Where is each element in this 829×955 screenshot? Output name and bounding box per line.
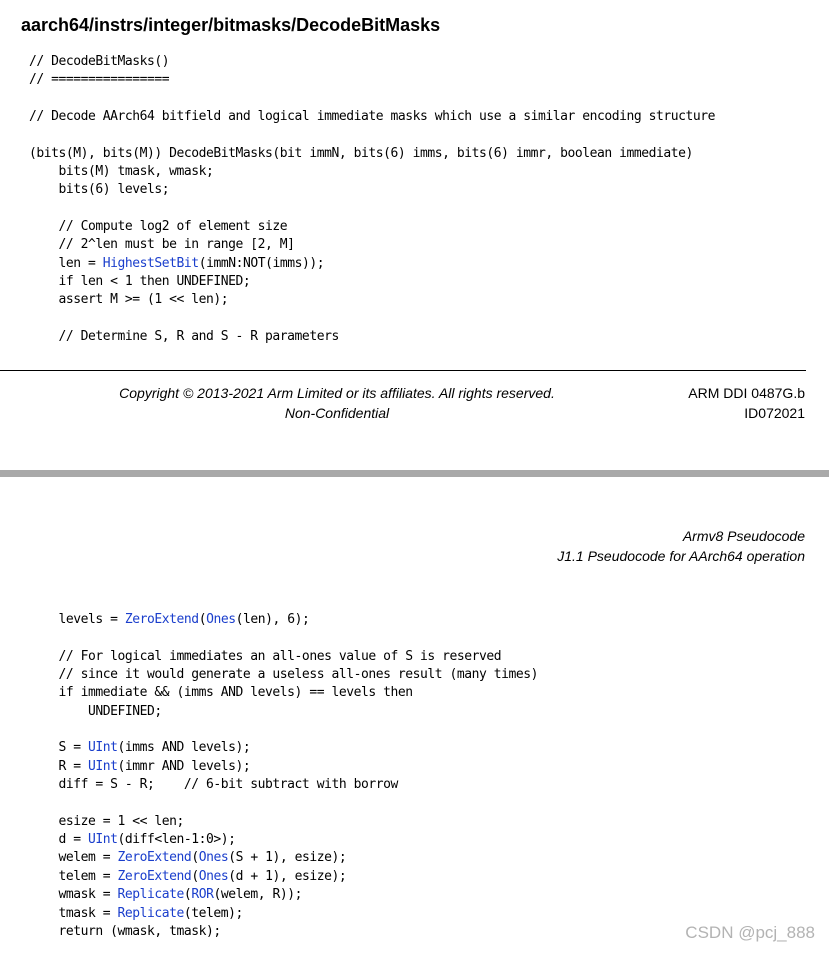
- footer-rule: [0, 370, 806, 371]
- code-text: // For logical immediates an all-ones value of S is reserved: [29, 648, 502, 664]
- code-text: return (wmask, tmask);: [29, 923, 221, 939]
- code-line: [29, 906, 243, 921]
- code-text: // 2^len must be in range [2, M]: [29, 237, 295, 253]
- code-text: tmask =: [29, 905, 118, 921]
- code-line: [29, 832, 236, 847]
- code-text: d =: [29, 832, 89, 848]
- code-line: [29, 274, 250, 289]
- function-link[interactable]: ZeroExtend: [124, 612, 199, 627]
- confidentiality-label: Non-Confidential: [284, 405, 390, 421]
- code-text: if immediate && (imms AND levels) == levels then: [29, 685, 413, 701]
- function-link[interactable]: UInt: [88, 832, 118, 848]
- code-text: if len < 1 then UNDEFINED;: [29, 274, 251, 290]
- code-line: [29, 612, 309, 627]
- function-link[interactable]: Replicate: [117, 905, 184, 921]
- running-header: [557, 526, 805, 566]
- code-text: (: [191, 850, 199, 866]
- doc-number: ARM DDI 0487G.b: [688, 385, 805, 401]
- code-block-top: [29, 53, 715, 347]
- function-link[interactable]: ZeroExtend: [117, 868, 192, 884]
- code-line: [29, 146, 693, 161]
- code-line: [29, 256, 324, 271]
- code-line: [29, 740, 250, 755]
- function-link[interactable]: UInt: [88, 740, 118, 756]
- code-text: (: [183, 887, 192, 903]
- code-text: // since it would generate a useless all-ones result (many times): [29, 667, 538, 683]
- code-text: (telem);: [183, 905, 243, 921]
- code-line: [29, 850, 346, 865]
- doc-issue-id: ID072021: [744, 405, 805, 421]
- code-text: R =: [29, 758, 89, 774]
- code-text: (bits(M), bits(M)) DecodeBitMasks(bit immN, bits(6) imms, bits(6) immr, boolean immediate): [29, 145, 693, 161]
- code-text: esize = 1 << len;: [29, 813, 184, 829]
- code-text: bits(6) levels;: [29, 182, 170, 198]
- code-text: (imms AND levels);: [117, 740, 251, 756]
- code-text: telem =: [29, 868, 118, 884]
- code-text: diff = S - R; // 6-bit subtract with borrow: [29, 777, 398, 793]
- code-text: (welem, R));: [213, 887, 302, 903]
- code-line: [29, 219, 287, 234]
- function-link[interactable]: ROR: [191, 887, 214, 903]
- code-text: (S + 1), esize);: [228, 850, 347, 866]
- code-line: [29, 869, 346, 884]
- function-link[interactable]: ZeroExtend: [117, 850, 192, 866]
- code-text: bits(M) tmask, wmask;: [29, 164, 214, 180]
- page-title: aarch64/instrs/integer/bitmasks/DecodeBitMasks: [21, 15, 441, 35]
- code-line: [29, 667, 538, 682]
- code-text: // Compute log2 of element size: [29, 219, 288, 235]
- copyright-text: Copyright © 2013-2021 Arm Limited or its affiliates. All rights reserved.: [119, 385, 555, 401]
- code-line: [29, 72, 169, 87]
- code-text: (immN:NOT(imms));: [198, 255, 325, 271]
- code-text: // Decode AArch64 bitfield and logical immediate masks which use a similar encoding structure: [29, 109, 716, 125]
- watermark: CSDN @pcj_888: [685, 923, 815, 942]
- function-link[interactable]: Ones: [206, 612, 236, 627]
- code-text: // DecodeBitMasks(): [29, 54, 170, 69]
- code-line: [29, 814, 184, 829]
- code-text: (d + 1), esize);: [228, 868, 347, 884]
- code-line: [29, 685, 413, 700]
- function-link[interactable]: UInt: [88, 758, 118, 774]
- code-line: [29, 54, 169, 69]
- function-link[interactable]: Ones: [198, 868, 229, 884]
- code-line: [29, 759, 250, 774]
- code-text: assert M >= (1 << len);: [29, 292, 229, 308]
- copyright-notice: [90, 383, 584, 423]
- code-line: [29, 924, 221, 939]
- code-text: levels =: [29, 612, 125, 627]
- code-text: (: [191, 868, 199, 884]
- code-line: [29, 649, 501, 664]
- header-section: J1.1 Pseudocode for AArch64 operation: [557, 548, 805, 564]
- header-chapter: Armv8 Pseudocode: [682, 528, 805, 544]
- code-text: (len), 6);: [235, 612, 310, 627]
- function-link[interactable]: Replicate: [117, 887, 184, 903]
- code-text: len =: [29, 255, 103, 271]
- code-line: [29, 887, 302, 902]
- code-line: [29, 292, 228, 307]
- document-id: [688, 383, 805, 423]
- code-line: [29, 164, 213, 179]
- code-text: (: [198, 612, 207, 627]
- code-text: (immr AND levels);: [117, 758, 251, 774]
- code-text: UNDEFINED;: [29, 703, 162, 719]
- code-text: // ================: [29, 72, 170, 88]
- code-line: [29, 182, 169, 197]
- page-separator: [0, 470, 829, 477]
- code-text: // Determine S, R and S - R parameters: [29, 329, 339, 345]
- code-line: [29, 109, 715, 124]
- code-text: welem =: [29, 850, 118, 866]
- code-text: (diff<len-1:0>);: [117, 832, 236, 848]
- code-line: [29, 329, 339, 344]
- code-line: [29, 777, 398, 792]
- code-text: wmask =: [29, 887, 118, 903]
- code-line: [29, 704, 162, 719]
- function-link[interactable]: Ones: [198, 850, 229, 866]
- code-line: [29, 237, 295, 252]
- function-link[interactable]: HighestSetBit: [102, 255, 199, 271]
- code-block-bottom: [29, 611, 538, 941]
- code-text: S =: [29, 740, 89, 756]
